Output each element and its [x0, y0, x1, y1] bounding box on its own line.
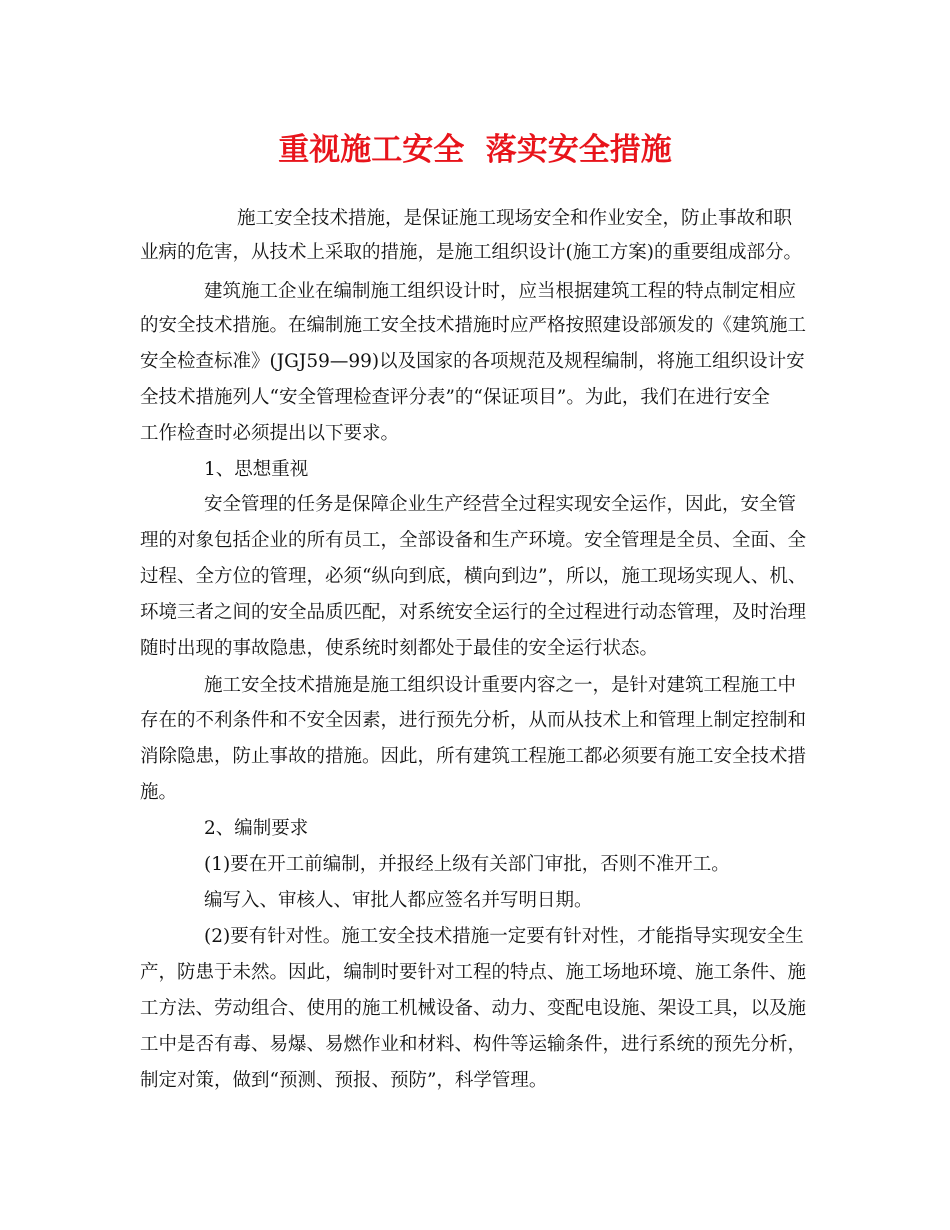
text-line: 安全检查标准》(JGJ59—99)以及国家的各项规范及规程编制，将施工组织设计安: [140, 351, 805, 372]
text-line: 工作检查时必须提出以下要求。: [140, 423, 400, 444]
text-line: 存在的不利条件和不安全因素，进行预先分析，从而从技术上和管理上制定控制和: [140, 710, 807, 731]
text-line: 施工安全技术措施是施工组织设计重要内容之一，是针对建筑工程施工中: [204, 675, 797, 696]
section-heading: 2、编制要求: [204, 818, 309, 839]
text-line: 编写入、审核人、审批人都应签名并写明日期。: [204, 890, 593, 911]
text-line: 工中是否有毒、易爆、易燃作业和材料、构件等运输条件，进行系统的预先分析，: [140, 1034, 807, 1055]
text-line: 的安全技术措施。在编制施工安全技术措施时应严格按照建设部颁发的《建筑施工: [140, 315, 807, 336]
text-line: (2)要有针对性。施工安全技术措施一定要有针对性，才能指导实现安全生: [204, 926, 804, 947]
text-line: (1)要在开工前编制，并报经上级有关部门审批，否则不准开工。: [204, 854, 730, 875]
text-line: 环境三者之间的安全品质匹配，对系统安全运行的全过程进行动态管理，及时治理: [140, 602, 807, 623]
text-line: 全技术措施列人“安全管理检查评分表”的“保证项目”。为此，我们在进行安全: [140, 387, 770, 408]
text-line: 过程、全方位的管理，必须“纵向到底，横向到边”，所以，施工现场实现人、机、: [140, 566, 807, 587]
text-line: 随时出现的事故隐患，使系统时刻都处于最佳的安全运行状态。: [140, 638, 659, 659]
text-line: 业病的危害，从技术上采取的措施，是施工组织设计(施工方案)的重要组成部分。: [140, 242, 802, 263]
text-line: 理的对象包括企业的所有员工，全部设备和生产环境。安全管理是全员、全面、全: [140, 530, 807, 551]
text-line: 建筑施工企业在编制施工组织设计时，应当根据建筑工程的特点制定相应: [204, 281, 797, 302]
text-line: 施。: [140, 782, 178, 803]
text-line: 施工安全技术措施，是保证施工现场安全和作业安全，防止事故和职: [237, 208, 793, 229]
section-heading: 1、思想重视: [204, 459, 309, 480]
text-line: 工方法、劳动组合、使用的施工机械设备、动力、变配电设施、架设工具，以及施: [140, 998, 807, 1019]
text-line: 消除隐患，防止事故的措施。因此，所有建筑工程施工都必须要有施工安全技术措: [140, 746, 807, 767]
document-title: 重视施工安全 落实安全措施: [278, 132, 672, 168]
text-line: 制定对策，做到“预测、预报、预防”，科学管理。: [140, 1070, 548, 1091]
text-line: 产，防患于未然。因此，编制时要针对工程的特点、施工场地环境、施工条件、施: [140, 962, 807, 983]
text-line: 安全管理的任务是保障企业生产经营全过程实现安全运作，因此，安全管: [204, 494, 797, 515]
